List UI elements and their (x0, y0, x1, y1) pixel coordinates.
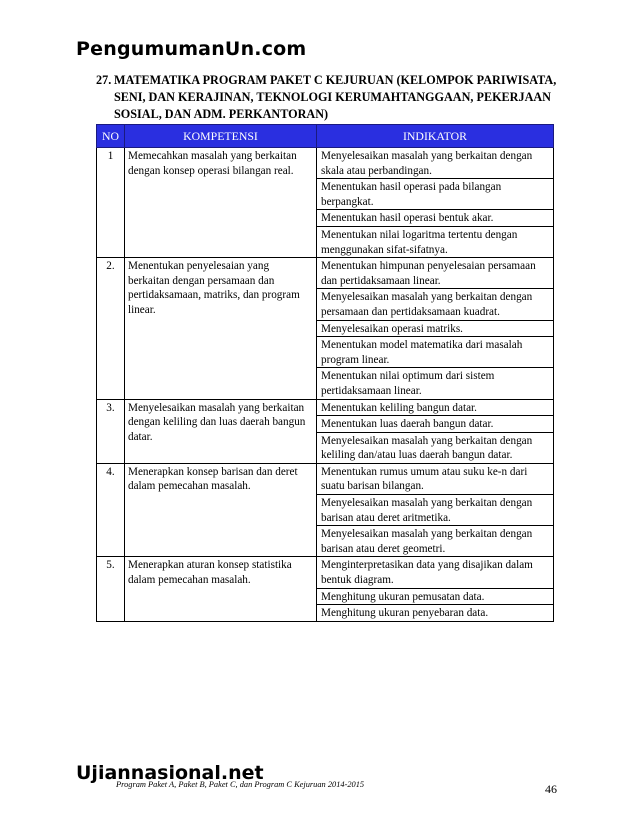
site-watermark-bottom: Ujiannasional.net (76, 762, 264, 784)
row-number: 4. (97, 463, 125, 557)
row-number: 1 (97, 148, 125, 258)
indikator-cell: Menghitung ukuran penyebaran data. (317, 605, 554, 622)
table-row (97, 557, 554, 588)
kompetensi-cell: Menyelesaikan masalah yang berkaitan dengan keliling dan luas daerah bangun datar. (125, 399, 317, 463)
table-header-row (97, 125, 554, 148)
section-title-line-1: MATEMATIKA PROGRAM PAKET C KEJURUAN (KELOMPOK PARIWISATA, (114, 73, 557, 87)
indikator-cell: Menentukan keliling bangun datar. (317, 399, 554, 416)
site-watermark-top: PengumumanUn.com (76, 38, 307, 60)
indikator-cell: Menentukan nilai optimum dari sistem pertidaksamaan linear. (317, 368, 554, 399)
footer-program-text: Program Paket A, Paket B, Paket C, dan Program C Kejuruan 2014-2015 (116, 780, 365, 789)
indikator-cell: Menentukan luas daerah bangun datar. (317, 416, 554, 433)
header-no: NO (97, 125, 125, 148)
kompetensi-cell: Menerapkan aturan konsep statistika dalam pemecahan masalah. (125, 557, 317, 621)
page-number: 46 (545, 782, 557, 796)
indikator-cell: Menentukan hasil operasi bentuk akar. (317, 210, 554, 227)
header-indikator: INDIKATOR (317, 125, 554, 148)
indikator-cell: Menyelesaikan masalah yang berkaitan dengan barisan atau deret geometri. (317, 526, 554, 557)
indikator-cell: Menyelesaikan masalah yang berkaitan dengan persamaan dan pertidaksamaan kuadrat. (317, 289, 554, 320)
kompetensi-cell: Menerapkan konsep barisan dan deret dalam pemecahan masalah. (125, 463, 317, 557)
indikator-cell: Menentukan nilai logaritma tertentu dengan menggunakan sifat-sifatnya. (317, 226, 554, 257)
section-number: 27. (96, 73, 112, 87)
section-title-line-2: SENI, DAN KERAJINAN, TEKNOLOGI KERUMAHTANGGAAN, PEKERJAAN (114, 90, 551, 104)
indikator-cell: Menentukan himpunan penyelesaian persamaan dan pertidaksamaan linear. (317, 258, 554, 289)
row-number: 3. (97, 399, 125, 463)
indikator-cell: Menentukan model matematika dari masalah program linear. (317, 337, 554, 368)
table-row (97, 148, 554, 179)
indikator-cell: Menentukan hasil operasi pada bilangan berpangkat. (317, 179, 554, 210)
section-title-line-3: SOSIAL, DAN ADM. PERKANTORAN) (114, 107, 329, 121)
kompetensi-cell: Menentukan penyelesaian yang berkaitan dengan persamaan dan pertidaksamaan, matriks, dan program linear. (125, 258, 317, 399)
indikator-cell: Menyelesaikan masalah yang berkaitan dengan keliling dan/atau luas daerah bangun datar. (317, 432, 554, 463)
header-kompetensi: KOMPETENSI (125, 125, 317, 148)
table-row (97, 463, 554, 494)
indikator-cell: Menyelesaikan masalah yang berkaitan dengan barisan atau deret aritmetika. (317, 495, 554, 526)
row-number: 5. (97, 557, 125, 621)
indikator-cell: Menginterpretasikan data yang disajikan dalam bentuk diagram. (317, 557, 554, 588)
indikator-cell: Menghitung ukuran pemusatan data. (317, 588, 554, 605)
kompetensi-cell: Memecahkan masalah yang berkaitan dengan konsep operasi bilangan real. (125, 148, 317, 258)
competency-table (96, 124, 554, 622)
indikator-cell: Menyelesaikan masalah yang berkaitan dengan skala atau perbandingan. (317, 148, 554, 179)
table-row (97, 399, 554, 416)
indikator-cell: Menentukan rumus umum atau suku ke-n dari suatu barisan bilangan. (317, 463, 554, 494)
table-row (97, 258, 554, 289)
indikator-cell: Menyelesaikan operasi matriks. (317, 320, 554, 337)
section-heading (96, 72, 566, 123)
row-number: 2. (97, 258, 125, 399)
